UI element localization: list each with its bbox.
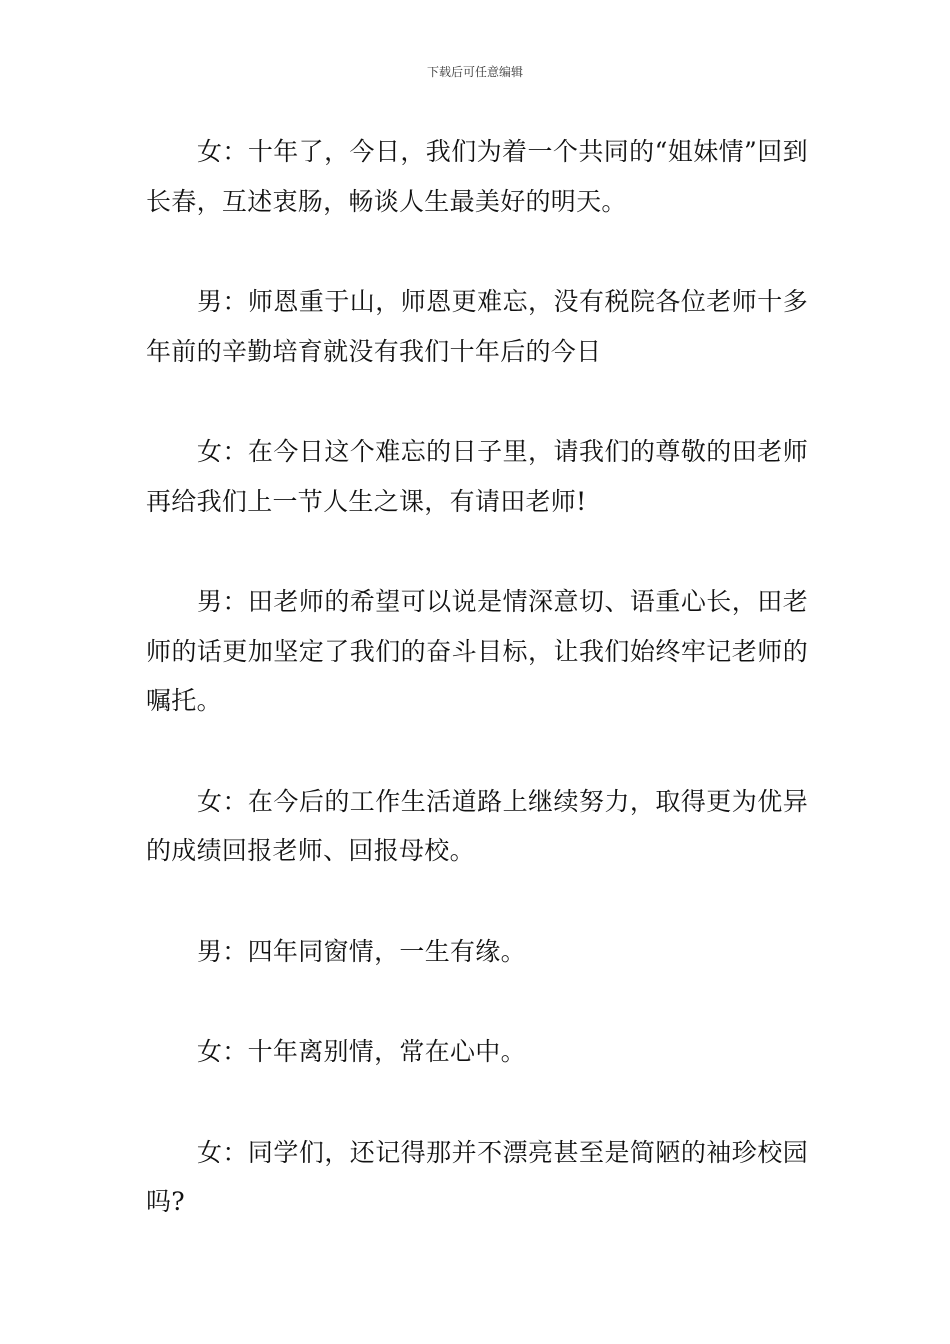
paragraph-3: 女：在今日这个难忘的日子里，请我们的尊敬的田老师再给我们上一节人生之课，有请田老师! [146, 437, 808, 516]
paragraph-2: 男：师恩重于山，师恩更难忘，没有税院各位老师十多年前的辛勤培育就没有我们十年后的今日 [146, 287, 808, 366]
page-header: 下载后可任意编辑 [426, 65, 523, 79]
paragraph-1: 女：十年了，今日，我们为着一个共同的“姐妹情”回到长春，互述衷肠，畅谈人生最美好的明天。 [146, 137, 808, 216]
document-body [146, 127, 808, 1278]
paragraph-7: 女：十年离别情，常在心中。 [197, 1037, 526, 1066]
paragraph-6: 男：四年同窗情，一生有缘。 [197, 936, 526, 966]
paragraph-4: 男：田老师的希望可以说是情深意切、语重心长，田老师的话更加坚定了我们的奋斗目标，让我们始终牢记老师的嘱托。 [146, 587, 808, 715]
paragraph-8: 女：同学们，还记得那并不漂亮甚至是简陋的袖珍校园吗? [146, 1137, 808, 1216]
paragraph-5: 女：在今后的工作生活道路上继续努力，取得更为优异的成绩回报老师、回报母校。 [146, 786, 808, 865]
